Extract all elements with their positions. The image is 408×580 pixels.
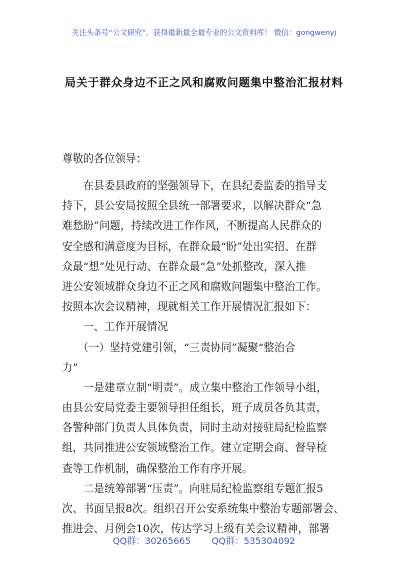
body-line: 难愁盼”问题，持续改进工作作风，不断提高人民群众的 [62,220,322,233]
document-title: 局关于群众身边不正之风和腐败问题集中整治汇报材料 [64,76,344,89]
body-line: 按照本次会议精神，现就相关工作开展情况汇报如下： [62,301,317,314]
body-line: 各警种部门负责人具体负责，同时主动对接驻局纪检监察 [62,422,327,435]
footer-contacts [0,534,408,547]
body-line: 安全感和满意度为目标，在群众最“盼”处出实招、在群 [62,240,317,253]
body-line: 由县公安局党委主要领导担任组长，班子成员各负其责， [62,402,327,415]
subsection-heading: （一）坚持党建引领，“三责协同”凝聚“整治合 [62,341,296,354]
section-heading: 一、工作开展情况 [62,321,168,334]
body-line: 众最“想”处见行动、在群众最“急”处抓整改，深入推 [62,260,307,273]
document-body [62,176,354,539]
body-line: 进公安领域群众身边不正之风和腐败问题集中整治工作。 [62,280,327,293]
salutation: 尊敬的各位领导： [62,153,147,165]
body-line: 二是统筹部署“压责”。向驻局纪检监察组专题汇报5 [62,482,324,495]
body-line: 在县委县政府的坚强领导下，在县纪委监委的指导支 [62,180,327,192]
qq-group-2: QQ群：535304092 [211,537,296,547]
body-line: 组，共同推进公安领域整治工作。建立定期会商、督导检 [62,442,327,455]
subsection-heading-cont: 力” [62,361,79,374]
body-line: 一是建章立制“明责”。成立集中整治工作领导小组， [62,381,328,394]
body-line: 次、书面呈报8次。组织召开公安系统集中整治专题部署会、 [62,503,345,515]
body-line: 推进会、月例会10次，传达学习上级有关会议精神，部署 [62,523,330,536]
qq-group-1: QQ群：30265665 [112,537,191,547]
body-line: 持下，县公安局按照全县统一部署要求，以解决群众“急 [62,200,322,213]
header-note: 关注头条号“公文研究”，获得最新最全最专业的公文资料库！ 微信：gongwenyj [71,28,337,37]
body-line: 查等工作机制，确保整治工作有序开展。 [62,462,253,475]
